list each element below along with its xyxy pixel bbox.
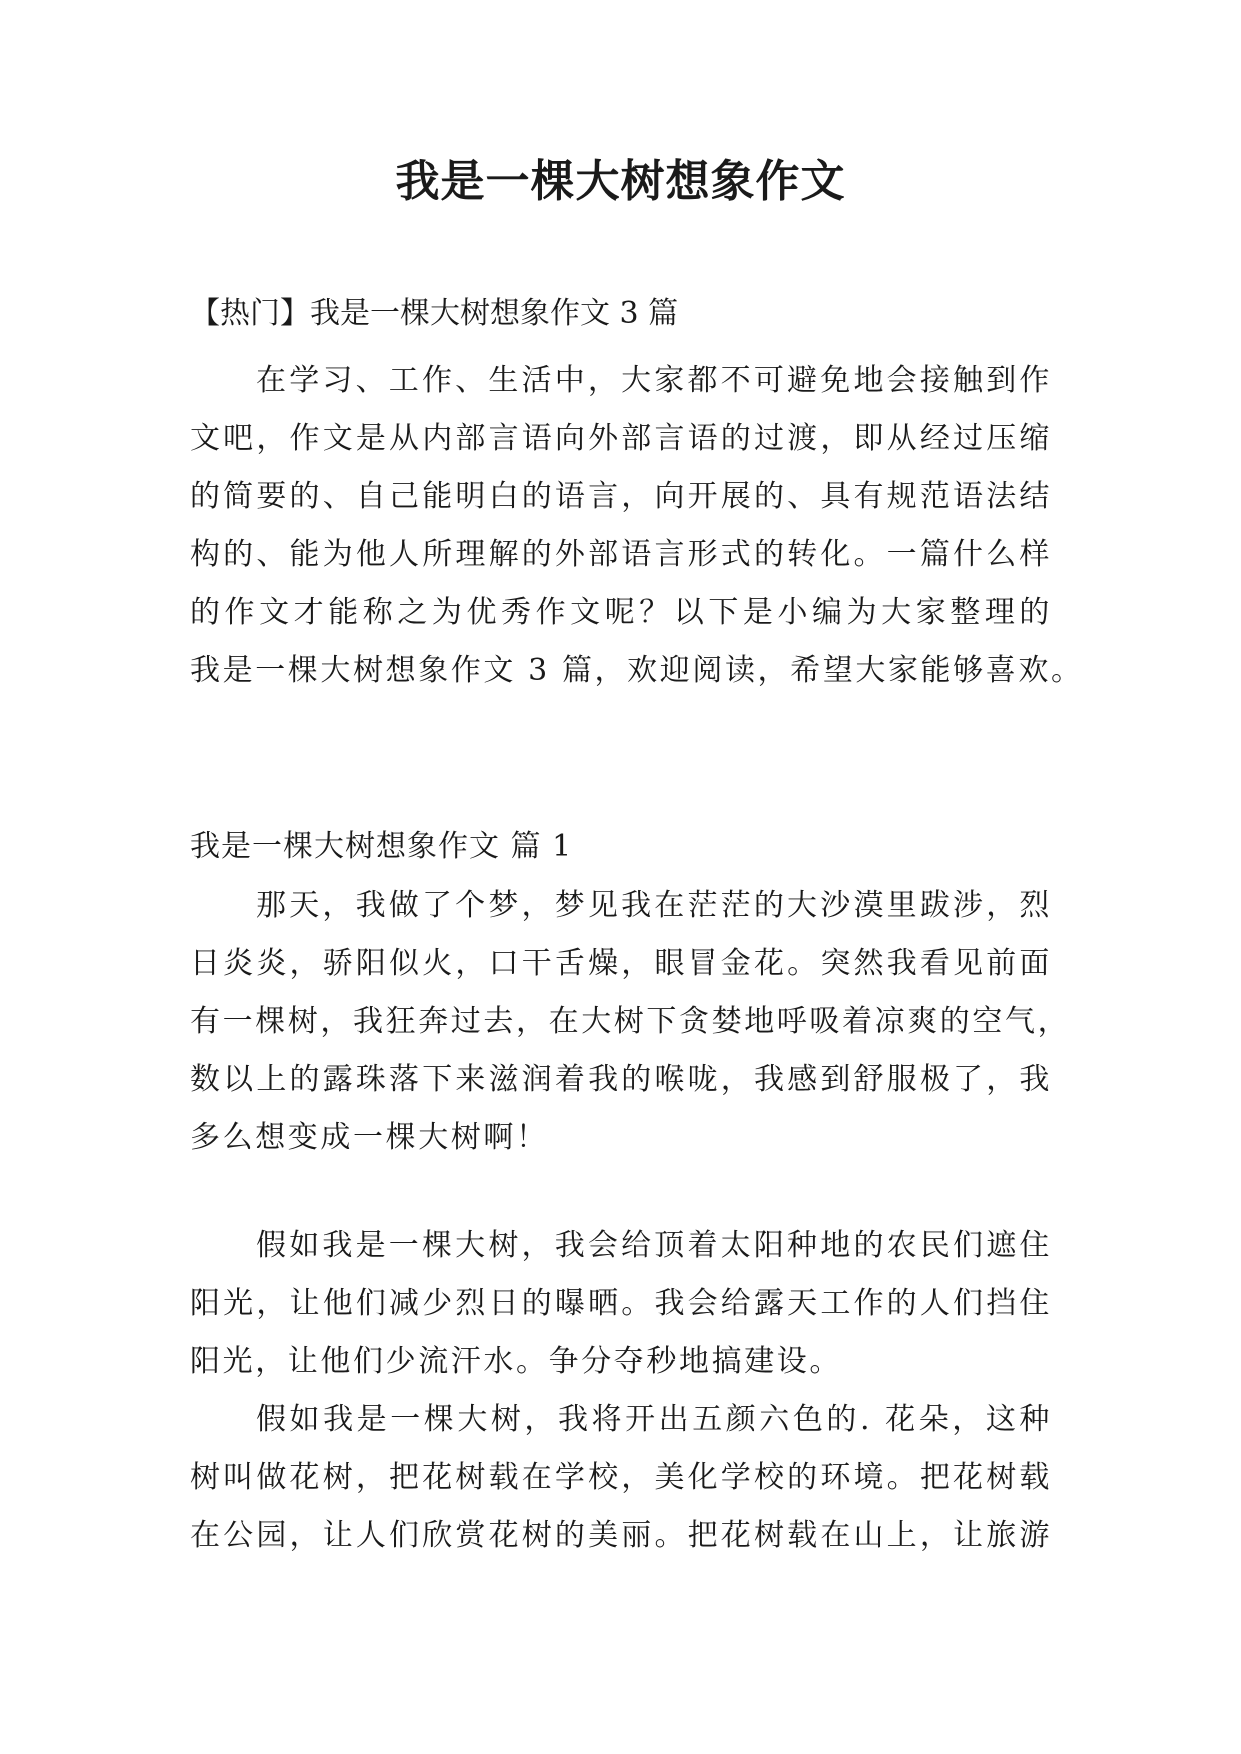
paragraph-line: 假如我是一棵大树，我会给顶着太阳种地的农民们遮住 xyxy=(256,1228,1052,1263)
paragraph-line: 假如我是一棵大树，我将开出五颜六色的. 花朵，这种 xyxy=(256,1402,1052,1437)
paragraph-line: 日炎炎，骄阳似火，口干舌燥，眼冒金花。突然我看见前面 xyxy=(190,946,1052,981)
essay-heading: 我是一棵大树想象作文 篇 1 xyxy=(190,829,573,864)
intro-line: 我是一棵大树想象作文 3 篇，欢迎阅读，希望大家能够喜欢。 xyxy=(190,653,1084,688)
essay-paragraph-1 xyxy=(190,877,1071,1167)
intro-paragraph xyxy=(190,352,1084,700)
intro-line: 的简要的、自己能明白的语言，向开展的、具有规范语法结 xyxy=(190,479,1052,514)
essay-paragraph-3 xyxy=(190,1391,1052,1565)
essay-paragraph-2 xyxy=(190,1217,1052,1391)
paragraph-line: 树叫做花树，把花树载在学校，美化学校的环境。把花树载 xyxy=(190,1460,1052,1495)
intro-line: 在学习、工作、生活中，大家都不可避免地会接触到作 xyxy=(256,363,1052,398)
paragraph-line: 多么想变成一棵大树啊！ xyxy=(190,1120,549,1155)
paragraph-line: 有一棵树，我狂奔过去，在大树下贪婪地呼吸着凉爽的空气， xyxy=(190,1004,1071,1039)
paragraph-line: 阳光，让他们减少烈日的曝晒。我会给露天工作的人们挡住 xyxy=(190,1286,1052,1321)
document-subtitle: 【热门】我是一棵大树想象作文 3 篇 xyxy=(190,296,679,331)
paragraph-line: 在公园，让人们欣赏花树的美丽。把花树载在山上，让旅游 xyxy=(190,1518,1052,1553)
intro-line: 的作文才能称之为优秀作文呢？以下是小编为大家整理的 xyxy=(190,595,1052,630)
document-title: 我是一棵大树想象作文 xyxy=(395,156,846,207)
intro-line: 文吧，作文是从内部言语向外部言语的过渡，即从经过压缩 xyxy=(190,421,1052,456)
intro-line: 构的、能为他人所理解的外部语言形式的转化。一篇什么样 xyxy=(190,537,1052,572)
paragraph-line: 那天，我做了个梦，梦见我在茫茫的大沙漠里跋涉，烈 xyxy=(256,888,1052,923)
paragraph-line: 数以上的露珠落下来滋润着我的喉咙，我感到舒服极了，我 xyxy=(190,1062,1052,1097)
paragraph-line: 阳光，让他们少流汗水。争分夺秒地搞建设。 xyxy=(190,1344,842,1379)
